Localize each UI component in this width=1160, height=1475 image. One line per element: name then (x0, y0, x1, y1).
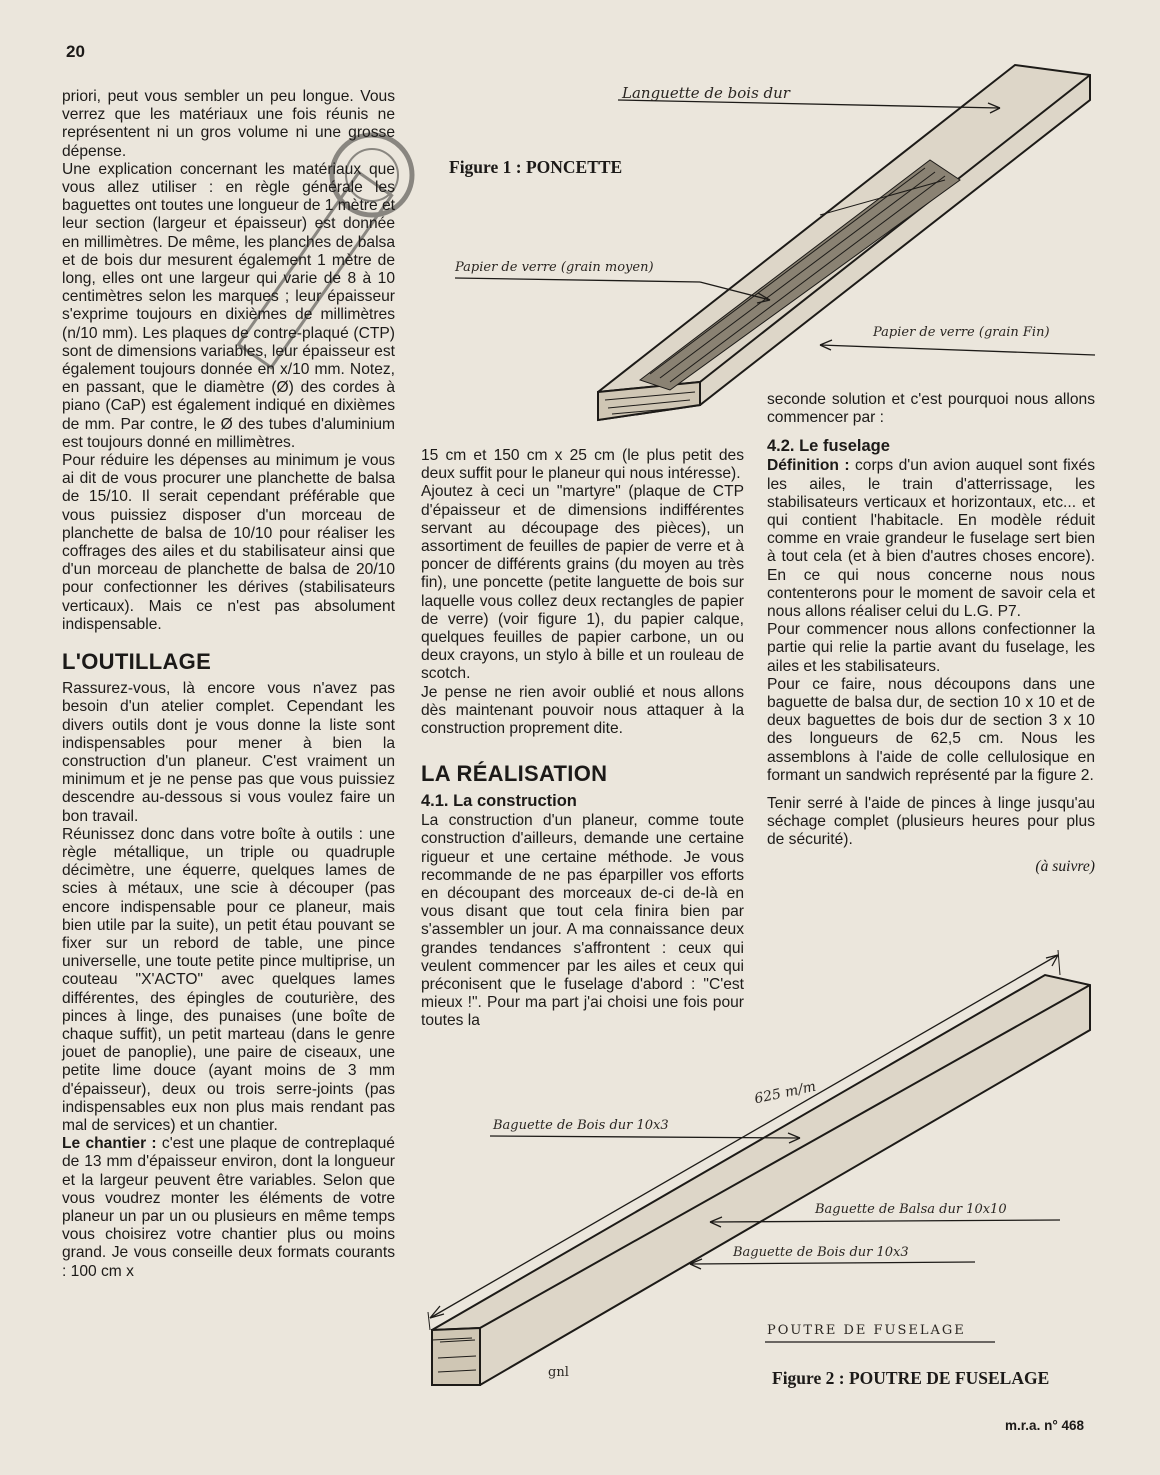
column-1 (62, 88, 395, 1281)
lead-term: Définition : (767, 457, 850, 475)
figure1-label-left: Papier de verre (grain moyen) (455, 260, 654, 275)
paragraph: Tenir serré à l'aide de pinces à linge jusqu'au séchage complet (plusieurs heures pour plus de sécurité). (767, 795, 1095, 849)
figure1-label-top: Languette de bois dur (622, 84, 790, 102)
column-3 (767, 391, 1095, 876)
paragraph (62, 1135, 395, 1281)
figure1-caption: Figure 1 : PONCETTE (449, 157, 623, 177)
paragraph: La construction d'un planeur, comme toute construction d'ailleurs, demande une certaine rigueur et une certaine méthode. Je vous recommande de ne pas éparpiller vos efforts en découpant des morceaux de-ci de-là en vous disant que tout cela finira bien par s'assembler un jour. A ma connaissance deux grandes tendances s'affrontent : ceux qui veulent commencer par les ailes et ceux qui préconisent que le fuselage d'abord : "C'est mieux !". Pour ma part j'ai choisi une fois pour toutes la (421, 812, 744, 1030)
figure2-label-3: Baguette de Bois dur 10x3 (733, 1245, 909, 1260)
paragraph: Rassurez-vous, là encore vous n'avez pas besoin d'un atelier complet. Cependant les divers outils dont je vous donne la liste sont indispensables pour mener à bien la construction d'un planeur. C'est vraiment un minimum et je ne pense pas que vous puissiez descendre au-dessous si vous voulez faire un bon travail. (62, 680, 395, 825)
figure2-dimension: 625 m/m (753, 1078, 818, 1108)
paragraph: Je pense ne rien avoir oublié et nous allons dès maintenant pouvoir nous attaquer à la construction proprement dite. (421, 683, 744, 738)
paragraph: priori, peut vous sembler un peu longue. Vous verrez que les matériaux une fois réunis ne représentent ni un gros volume ni une grosse dépense. (62, 88, 395, 160)
figure2-signature: gnl (548, 1365, 569, 1380)
to-be-continued: (à suivre) (1035, 857, 1095, 875)
sub-heading: 4.2. Le fuselage (767, 437, 890, 456)
figure2-title: POUTRE DE FUSELAGE (767, 1323, 966, 1338)
paragraph: seconde solution et c'est pourquoi nous allons commencer par : (767, 391, 1095, 427)
paragraph: 15 cm et 150 cm x 25 cm (le plus petit des deux suffit pour le planeur qui nous intéresse). (421, 447, 744, 483)
page-number: 20 (66, 42, 85, 61)
paragraph: Pour commencer nous allons confectionner la partie qui relie la partie avant du fuselage, les ailes et les stabilisateurs. (767, 621, 1095, 675)
paragraph (767, 457, 1095, 621)
figure2-caption: Figure 2 : POUTRE DE FUSELAGE (772, 1368, 1050, 1388)
section-heading: L'OUTILLAGE (62, 649, 212, 675)
paragraph-text: corps d'un avion auquel sont fixés les ailes, le train d'atterrissage, les stabilisateurs verticaux et horizontaux, etc... et qui contient l'habitacle. En modèle réduit comme en vraie grandeur le fuselage sert bien à tout cela (et à bien d'autres choses encore). En ce qui nous concerne nous nous contenterons pour le moment de savoir cela et nous allons réaliser celui du L.G. P7. (767, 457, 1096, 621)
figure2-label-2: Baguette de Balsa dur 10x10 (815, 1202, 1007, 1217)
section-heading: LA RÉALISATION (421, 761, 608, 787)
column-2 (421, 447, 744, 1031)
paragraph-text: c'est une plaque de contreplaqué de 13 mm d'épaisseur environ, dont la longueur et la largeur peuvent être variables. Selon que vous voudrez monter les éléments de votre planeur un par un ou plusieurs en même temps vous choisirez votre chantier plus ou moins grand. Je vous conseille deux formats courants : 100 cm x (62, 1135, 395, 1280)
figure2-label-1: Baguette de Bois dur 10x3 (493, 1118, 669, 1133)
figure1-drawing (455, 65, 1095, 420)
paragraph: Une explication concernant les matériaux que vous allez utiliser : en règle générale les baguettes ont toutes une longueur de 1 mètre et leur section (largeur et épaisseur) est donnée en millimètres. De même, les planches de balsa et de bois dur mesurent également 1 mètre de long, elles ont une largeur qui varie de 8 à 10 centimètres selon les marques ; leur épaisseur s'exprime toujours en dixièmes de millimètres (n/10 mm). Les plaques de contre-plaqué (CTP) sont de dimensions variables, leur épaisseur est également toujours donnée en x/10 mm. Notez, en passant, que le diamètre (Ø) des cordes à piano (CaP) est également indiqué en dixièmes de mm. Par contre, le Ø des tubes d'aluminium est toujours donné en millimètres. (62, 160, 395, 451)
paragraph: Pour réduire les dépenses au minimum je vous ai dit de vous procurer une planchette de balsa de 15/10. Il serait cependant préférable que vous puissiez disposer d'un morceau de planchette de balsa de 10/10 pour réaliser les coffrages des ailes et du stabilisateur ainsi que d'un morceau de planchette de balsa de 20/10 pour confectionner les dérives (stabilisateurs verticaux). Mais ce n'est pas absolument indispensable. (62, 452, 395, 633)
magazine-footer: m.r.a. n° 468 (1005, 1418, 1084, 1433)
sub-heading: 4.1. La construction (421, 792, 577, 811)
figure1-label-right: Papier de verre (grain Fin) (873, 325, 1050, 340)
paragraph: Ajoutez à ceci un "martyre" (plaque de CTP d'épaisseur et de dimensions indifférentes servant au découpage des pièces), un assortiment de feuilles de papier de verre et à poncer de différents grains (du moyen au très fin), une poncette (petite languette de bois sur laquelle vous collez deux rectangles de papier de verre) (voir figure 1), du papier calque, quelques feuilles de papier carbone, un ou deux crayons, un stylo à bille et un rouleau de scotch. (421, 483, 744, 683)
paragraph: Réunissez donc dans votre boîte à outils : une règle métallique, un triple ou quadruple décimètre, une équerre, quelques lames de scies à métaux, une scie à découper (pas encore indispensable pour ce planeur, mais bien utile par la suite), un petit étau pouvant se fixer sur un rebord de table, une pince universelle, une toute petite pince multiprise, un couteau "X'ACTO" avec quelques lames différentes, des épingles de couturière, des pinces à linge, des punaises (une boîte de chaque suffit), un petit marteau (dans le genre jouet de panoplie), une paire de ciseaux, une petite lime douce (ayant moins de 3 mm d'épaisseur), deux ou trois serre-joints (pas indispensables eux non plus mais rendant pas mal de services) et un chantier. (62, 825, 395, 1134)
lead-term: Le chantier : (62, 1135, 157, 1153)
paragraph: Pour ce faire, nous découpons dans une baguette de balsa dur, de section 10 x 10 et de deux baguettes de bois dur de section 3 x 10 des longueurs de 62,5 cm. Nous les assemblons à l'aide de colle cellulosique en formant un sandwich représenté par la figure 2. (767, 675, 1095, 784)
